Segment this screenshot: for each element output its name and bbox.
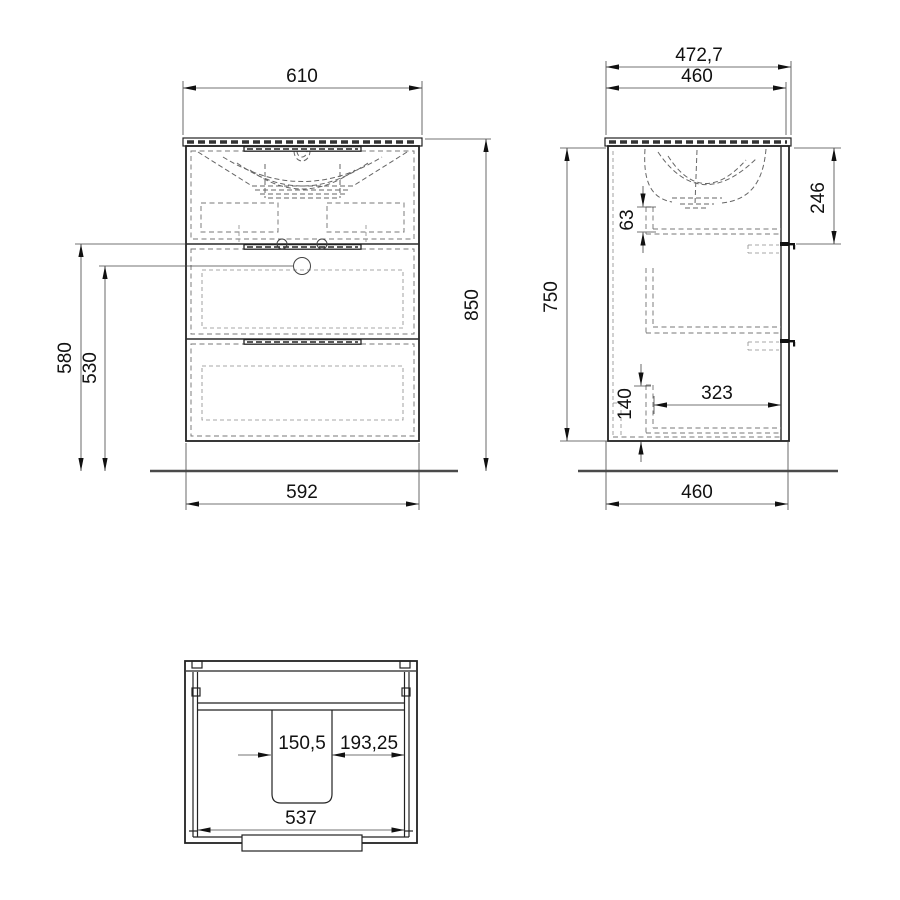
side-basin-rim bbox=[605, 138, 791, 146]
plan-view bbox=[185, 661, 417, 851]
dim-front-height-to-hole: 530 bbox=[80, 352, 101, 384]
front-view bbox=[55, 66, 491, 510]
plan-handle-tab bbox=[242, 835, 362, 851]
front-basin-rim bbox=[183, 138, 422, 146]
siphon-hole bbox=[294, 258, 311, 275]
dim-side-drawer-inner-depth: 323 bbox=[701, 383, 733, 404]
front-dimensions bbox=[55, 66, 491, 510]
front-basin-bowl-hidden bbox=[198, 151, 407, 198]
side-hidden-lines bbox=[613, 151, 781, 437]
plan-drawer-back-wall bbox=[198, 703, 405, 710]
dim-side-cabinet-height: 750 bbox=[541, 281, 562, 313]
front-cabinet-outline bbox=[186, 146, 419, 441]
plan-wall-brackets bbox=[192, 661, 410, 696]
dim-side-bottom-bracket: 140 bbox=[615, 388, 636, 420]
dim-side-cabinet-depth-bottom: 460 bbox=[681, 482, 713, 503]
dim-plan-cutout-to-side: 193,25 bbox=[339, 733, 399, 754]
side-basin-bowl-hidden bbox=[645, 149, 766, 208]
dim-front-height-to-divider: 580 bbox=[55, 342, 76, 374]
front-drawer-handles bbox=[244, 147, 361, 345]
dim-plan-cutout-width: 150,5 bbox=[278, 733, 326, 754]
dim-front-cabinet-width: 592 bbox=[286, 482, 318, 503]
dim-side-basin-depth: 472,7 bbox=[675, 45, 723, 66]
dim-front-basin-width: 610 bbox=[286, 66, 318, 87]
dim-front-total-height: 850 bbox=[462, 289, 483, 321]
dim-plan-inner-width: 537 bbox=[285, 808, 317, 829]
plan-dimensions bbox=[198, 733, 405, 830]
plan-siphon-cutout bbox=[272, 710, 332, 803]
side-view bbox=[541, 45, 841, 510]
dim-side-top-drawer-front: 246 bbox=[808, 182, 829, 214]
dim-side-back-bracket: 63 bbox=[617, 209, 638, 231]
side-front-clips bbox=[780, 242, 795, 347]
dim-side-cabinet-depth-top: 460 bbox=[681, 66, 713, 87]
